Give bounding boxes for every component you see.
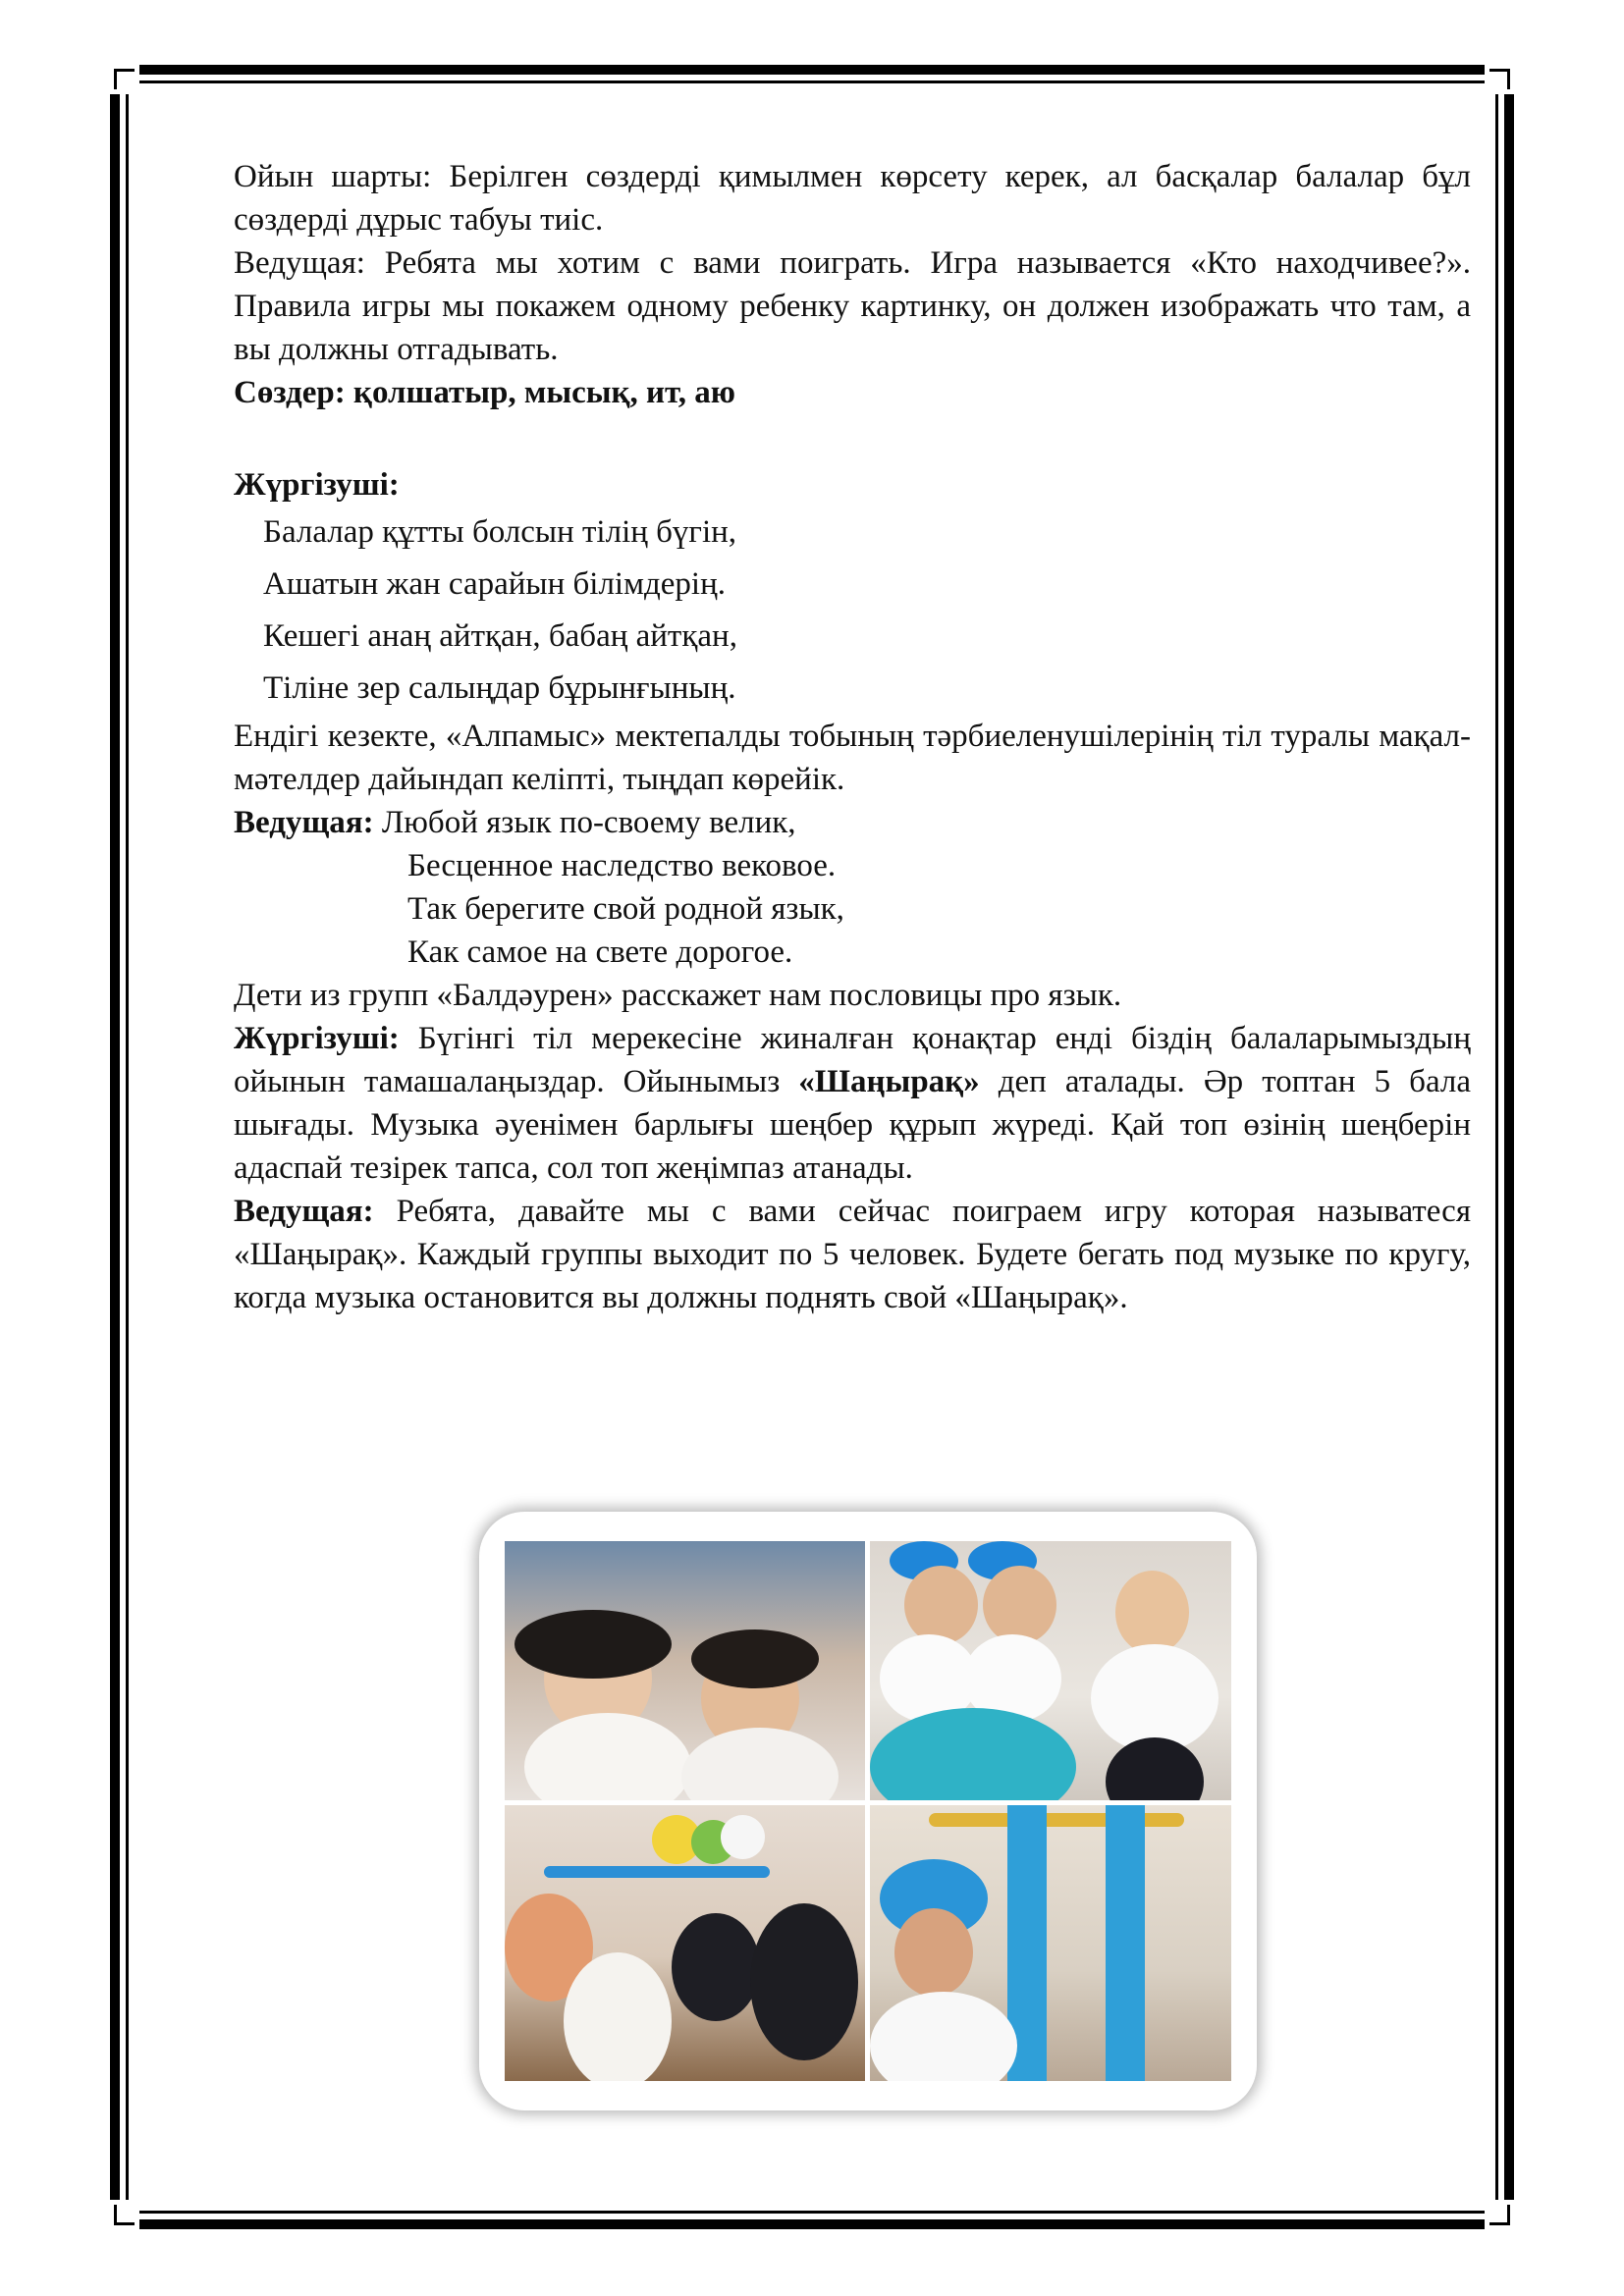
game-description-ru [234,1190,1471,1319]
poem-line: Как самое на свете дорогое. [407,934,793,970]
poem-ru [234,801,1471,974]
host-kz-label: Жүргізуші: [234,467,400,503]
children-with-microphone-photo [870,1541,1231,1800]
game-rules-kz: Ойын шарты: Берілген сөздерді қимылмен көрсету керек, ал басқалар балалар бұл сөздерді дұрыс табуы тиіс. [234,159,1471,238]
girl-holding-shanyrak-photo [870,1805,1231,2081]
text: Бүгінгі тіл мерекесіне жиналған қонақтар енді біздің балаларымыздың ойынын тамашалаңыздар. Ойынымыз [234,1021,1471,1099]
game-name: «Шаңырақ» [798,1064,980,1099]
children-playing-shanyrak-photo [505,1805,865,2081]
host-label: Ведущая: [234,1194,374,1229]
text: деп аталады. Әр топтан 5 бала шығады. Музыка әуенімен барлығы шеңбер құрып жүреді. Қай топ өзінің шеңберін адаспай тезірек тапса, сол топ жеңімпаз атанады. [234,1064,1471,1186]
game-words: Сөздер: қолшатыр, мысық, ит, аю [234,375,735,410]
game-rules-ru: Ведущая: Ребята мы хотим с вами поиграть. Игра называется «Кто находчивее?». Правила игры мы покажем одному ребенку картинку, он должен изображать что там, а вы должны отгадывать. [234,245,1471,367]
photo-collage [479,1512,1257,2110]
game-description-kz [234,1017,1471,1190]
announcement-kz: Ендігі кезекте, «Алпамыс» мектепалды тобының тәрбиеленушілерінің тіл туралы мақал-мәтелдер дайындап келіпті, тыңдап көрейік. [234,719,1471,797]
host-label: Жүргізуші: [234,1021,400,1056]
poem-line: Балалар құтты болсын тілің бүгін, [263,514,737,550]
poem-first-line [234,801,1471,844]
poem-kz [234,507,1471,715]
poem-line: Так берегите свой родной язык, [407,891,844,927]
poem-line: Ашатын жан сарайын білімдерің. [263,566,726,602]
host-ru-label: Ведущая: [234,805,374,840]
corner-ornament [106,61,139,94]
corner-ornament [1485,2200,1518,2233]
poem-line: Кешегі анаң айтқан, бабаң айтқан, [263,618,737,654]
announcement-ru: Дети из групп «Балдәурен» расскажет нам пословицы про язык. [234,978,1122,1013]
poem-line: Бесценное наследство вековое. [407,848,837,883]
corner-ornament [106,2200,139,2233]
children-performing-photo [505,1541,865,1800]
document-body [234,155,1471,1319]
corner-ornament [1485,61,1518,94]
text: Ребята, давайте мы с вами сейчас поиграем игру которая называтеся «Шаңырақ». Каждый группы выходит по 5 человек. Будете бегать под музыке по кругу, когда музыка остановится вы должны поднять свой «Шаңырақ». [234,1194,1471,1315]
poem-line: Любой язык по-своему велик, [381,805,796,840]
poem-line: Тіліне зер салыңдар бұрынғының. [263,670,736,706]
